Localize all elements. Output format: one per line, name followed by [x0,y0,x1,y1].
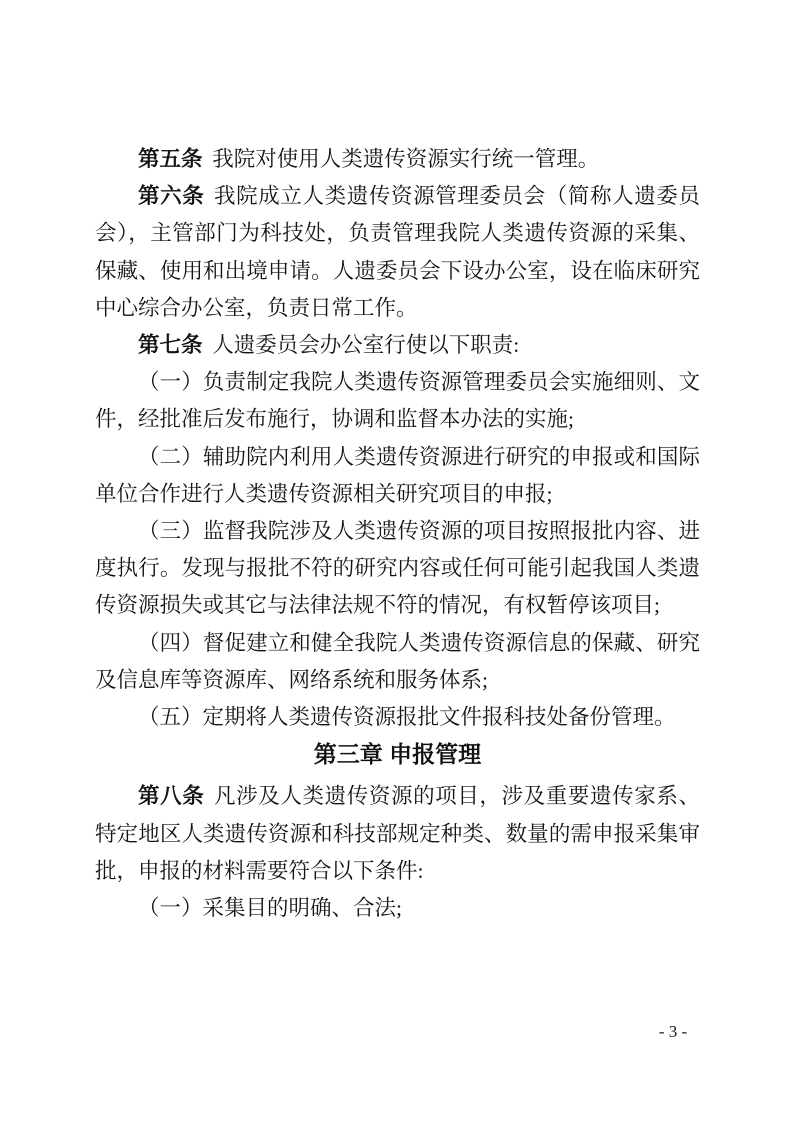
article-paragraph [95,141,700,178]
article-text: （二）辅助院内利用人类遗传资源进行研究的申报或和国际单位合作进行人类遗传资源相关研究项目的申报; [95,444,700,506]
article-number: 第八条 [138,784,205,809]
article-text: 我院对使用人类遗传资源实行统一管理。 [212,147,600,171]
list-item-paragraph [95,364,700,438]
article-text: （一）负责制定我院人类遗传资源管理委员会实施细则、文件，经批准后发布施行，协调和监督本办法的实施; [95,370,700,432]
article-text: （四）督促建立和健全我院人类遗传资源信息的保藏、研究及信息库等资源库、网络系统和服务体系; [95,630,700,692]
list-item-paragraph [95,699,700,736]
article-paragraph [95,178,700,327]
article-text: 人遗委员会办公室行使以下职责: [212,333,520,358]
list-item-paragraph [95,439,700,513]
list-item-paragraph [95,625,700,699]
article-number: 第六条 [138,184,205,209]
article-text: （五）定期将人类遗传资源报批文件报科技处备份管理。 [138,705,676,730]
article-text: （一）采集目的明确、合法; [138,896,402,921]
list-item-paragraph [95,513,700,625]
page-number: - 3 - [658,1022,688,1041]
article-text: 我院成立人类遗传资源管理委员会（简称人遗委员会），主管部门为科技处，负责管理我院人类遗传资源的采集、保藏、使用和出境申请。人遗委员会下设办公室，设在临床研究中心综合办公室，负责日常工作。 [95,184,700,320]
article-text: 凡涉及人类遗传资源的项目，涉及重要遗传家系、特定地区人类遗传资源和科技部规定种类、数量的需申报采集审批，申报的材料需要符合以下条件: [95,784,700,883]
article-number: 第五条 [138,147,203,171]
article-paragraph [95,327,700,364]
document-body [95,141,700,927]
list-item-paragraph [95,890,700,927]
chapter-heading: 第三章 申报管理 [313,741,482,768]
article-paragraph [95,778,700,890]
article-text: （三）监督我院涉及人类遗传资源的项目按照报批内容、进度执行。发现与报批不符的研究内容或任何可能引起我国人类遗传资源损失或其它与法律法规不符的情况，有权暂停该项目; [95,519,700,618]
article-number: 第七条 [138,333,203,358]
